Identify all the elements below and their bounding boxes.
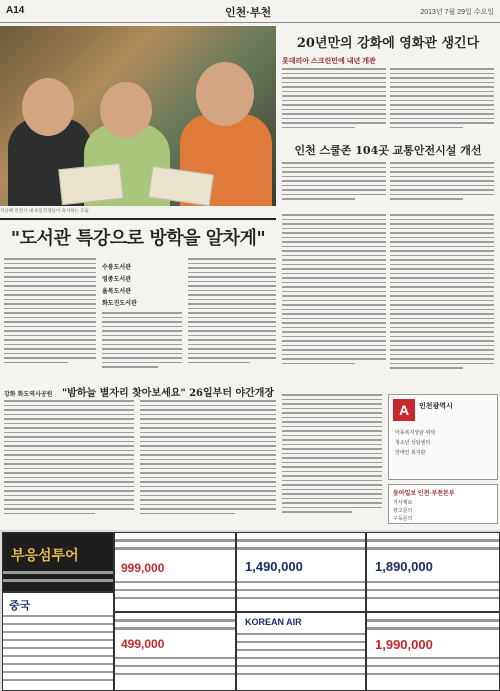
right-top-body-col2: [390, 68, 494, 134]
contact-line: 구독문의: [393, 516, 413, 522]
tour-price-ad-2[interactable]: [114, 612, 236, 691]
contact-box: [388, 484, 498, 524]
tour-price-ad-1[interactable]: [114, 532, 236, 612]
contact-title: 동아일보 인천·부천본부: [393, 491, 455, 497]
tour-price-5: 1,990,000: [375, 637, 433, 652]
city-info-box: [388, 394, 498, 480]
bottom-left-body-col1: [4, 400, 134, 526]
right-top-subhead: 롯데리아 스크린민에 내년 개관: [282, 58, 376, 65]
tour-price-4: 1,890,000: [375, 559, 433, 574]
library-item: 율목도서관: [102, 289, 131, 295]
city-info-title: 인천광역시: [419, 403, 453, 410]
right-top-headline: 20년만의 강화에 영화관 생긴다: [296, 36, 480, 51]
photo-caption: 지난해 인천시 내 초등학생들이 독서하는 모습: [0, 208, 89, 213]
bottom-left-title: "밤하늘 별자리 찾아보세요" 26일부터 야간개장: [61, 388, 275, 399]
library-item: 영종도서관: [102, 277, 131, 283]
contact-line: 기사제보: [393, 500, 413, 506]
advertisement-area: [0, 530, 500, 691]
library-list: [102, 262, 182, 310]
issue-date: 2013년 7월 29일 수요일: [420, 9, 494, 16]
tour-price-3: 1,490,000: [245, 559, 303, 574]
china-tour-title: 중국: [9, 600, 31, 612]
tour-price-ad-3[interactable]: [236, 532, 366, 612]
masthead: [0, 0, 500, 23]
china-tour-ad[interactable]: [2, 592, 114, 691]
lead-photo: [0, 26, 276, 206]
contact-line: 광고문의: [393, 508, 413, 514]
right-column-body: [282, 214, 386, 384]
section-title: 인천·부천: [225, 7, 272, 19]
airline-name: KOREAN AIR: [245, 617, 302, 627]
main-headline: "도서관 특강으로 방학을 알차게": [0, 218, 276, 250]
main-body-col3: [188, 258, 276, 376]
bottom-left-headline: [4, 384, 276, 399]
main-body-col2: [102, 312, 182, 376]
travel-ad[interactable]: [2, 532, 114, 592]
main-body-col1: [4, 258, 96, 376]
bottom-mid-body: [282, 394, 382, 526]
library-item: 수봉도서관: [102, 265, 131, 271]
tour-price-1: 999,000: [121, 561, 165, 575]
city-info-row: 장애인 복지관: [395, 450, 426, 456]
city-info-row: 청소년 상담센터: [395, 440, 431, 446]
bottom-left-tag: 강화 화도역사공원: [4, 391, 53, 398]
airline-ad[interactable]: [236, 612, 366, 691]
tour-price-ad-5[interactable]: [366, 612, 500, 691]
right-top-body-col1: [282, 68, 386, 134]
library-item: 화도진도서관: [102, 301, 137, 307]
bottom-left-body-col2: [140, 400, 276, 526]
tour-price-ad-4[interactable]: [366, 532, 500, 612]
right-mid-body-col1: [282, 162, 386, 206]
city-info-row: 아동복지상담·위탁: [395, 430, 436, 436]
travel-ad-title: 부응섬투어: [11, 547, 79, 563]
right-mid-headline: 인천 스쿨존 104곳 교통안전시설 개선: [294, 144, 482, 157]
page-number: A14: [6, 5, 25, 16]
right-column-body-2: [390, 214, 494, 386]
right-mid-body-col2: [390, 162, 494, 206]
tour-price-2: 499,000: [121, 637, 165, 651]
city-logo: A: [393, 399, 415, 421]
